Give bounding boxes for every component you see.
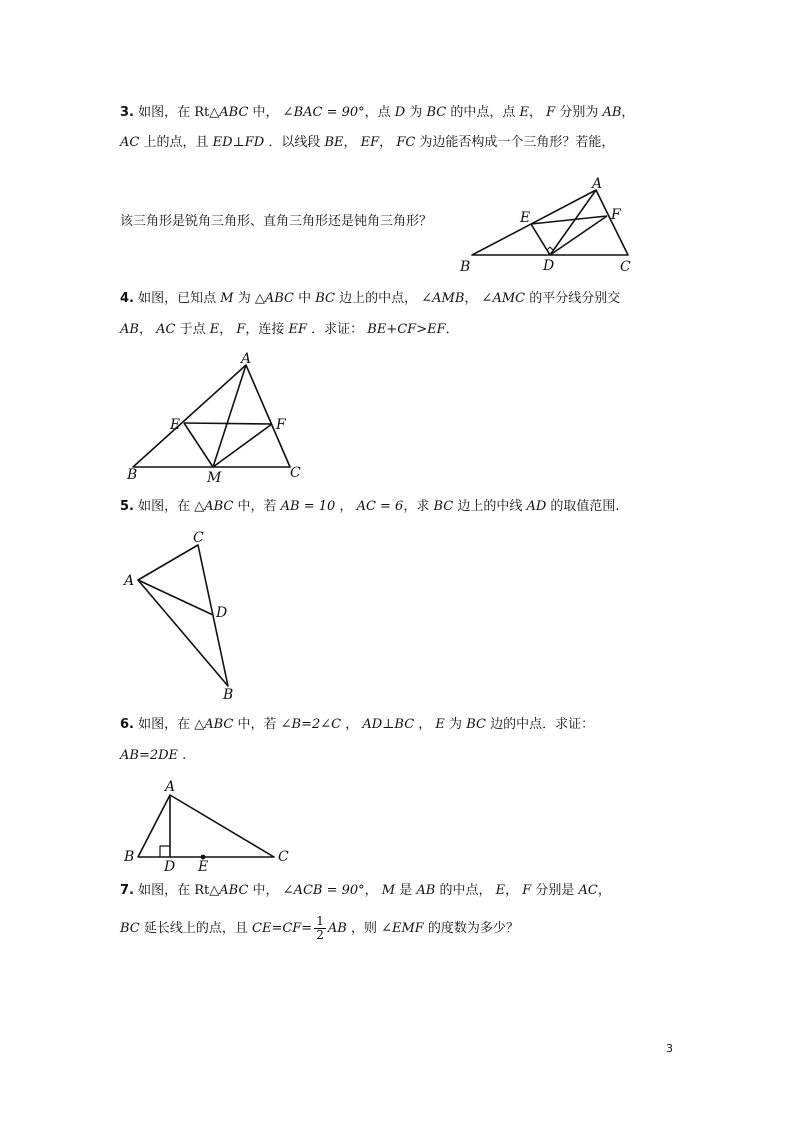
fig4-label-a: A: [241, 351, 252, 367]
fig4-label-c: C: [290, 465, 301, 481]
q7-line-1: 7. 如图，在 Rt△ABC 中， ∠ACB = 90°， M 是 AB 的中点， E， F 分别是 AC，: [120, 883, 611, 898]
figure-q5: [138, 545, 228, 686]
fig6-right-angle-mark: [160, 846, 170, 857]
fig5-label-c: C: [193, 530, 204, 546]
fig4-label-b: B: [127, 467, 138, 483]
fig6-label-d: D: [164, 859, 176, 875]
fig3-label-c: C: [620, 259, 631, 275]
fig6-label-c: C: [278, 849, 289, 865]
fig4-segment-fm: [213, 424, 272, 467]
figure-q4: [133, 365, 290, 467]
fig4-label-f: F: [276, 417, 286, 433]
q3-number: 3.: [120, 105, 134, 120]
fig6-triangle-abc: [138, 795, 274, 857]
fig3-segment-ad: [550, 190, 596, 255]
fig4-segment-em: [184, 423, 213, 467]
fig3-label-f: F: [611, 207, 621, 223]
fraction-one-half: $\frac{1}{2}$: [316, 914, 324, 942]
fig5-label-a: A: [124, 573, 135, 589]
fig5-triangle-abc: [138, 545, 228, 686]
figure-q6: [138, 795, 274, 857]
page-number: 3: [666, 1042, 673, 1055]
fig6-label-a: A: [165, 779, 176, 795]
q6-line-2: AB=2DE .: [120, 748, 187, 763]
q7-line-2: BC 延长线上的点，且 CE=CF= $\frac{1}{2}$ AB ，则 ∠EMF 的度数为多少？: [120, 914, 519, 942]
fig5-label-b: B: [223, 687, 234, 703]
fig5-label-d: D: [216, 605, 228, 621]
fig6-label-b: B: [124, 849, 135, 865]
fig6-label-e: E: [198, 859, 209, 875]
q7-number: 7.: [120, 883, 134, 898]
fig4-label-e: E: [170, 417, 181, 433]
fig4-label-m: M: [207, 470, 222, 486]
q4-number: 4.: [120, 291, 134, 306]
fig5-median-ad: [138, 580, 213, 615]
fig4-triangle-abc: [133, 365, 290, 467]
q4-line-2: AB， AC 于点 E， F，连接 EF ．求证： BE+CF>EF．: [120, 322, 459, 337]
q5-number: 5.: [120, 499, 134, 514]
fig3-label-a: A: [592, 176, 603, 192]
q3-line-3: 该三角形是锐角三角形、直角三角形还是钝角三角形？: [120, 214, 433, 229]
fig3-right-angle-mark: [547, 247, 553, 250]
q5-line-1: 5. 如图，在 △ABC 中，若 AB = 10 ， AC = 6，求 BC 边上的中线 AD 的取值范围.: [120, 499, 620, 514]
q3-line-1: 3. 如图，在 Rt△ABC 中， ∠BAC = 90°，点 D 为 BC 的中点，点 E， F 分别为 AB，: [120, 105, 635, 120]
figure-q3: [472, 190, 628, 255]
fig3-segment-ed: [531, 224, 550, 255]
q4-line-1: 4. 如图，已知点 M 为 △ABC 中 BC 边上的中点， ∠AMB， ∠AMC 的平分线分别交: [120, 291, 621, 306]
q3-line-2: AC 上的点，且 ED⊥FD ．以线段 BE， EF， FC 为边能否构成一个三角形？若能，: [120, 135, 615, 150]
fig3-label-e: E: [520, 210, 531, 226]
q6-number: 6.: [120, 717, 134, 732]
fig3-label-d: D: [543, 258, 555, 274]
fig3-label-b: B: [460, 259, 471, 275]
q6-line-1: 6. 如图，在 △ABC 中，若 ∠B=2∠C ， AD⊥BC ， E 为 BC 边的中点．求证：: [120, 717, 595, 732]
